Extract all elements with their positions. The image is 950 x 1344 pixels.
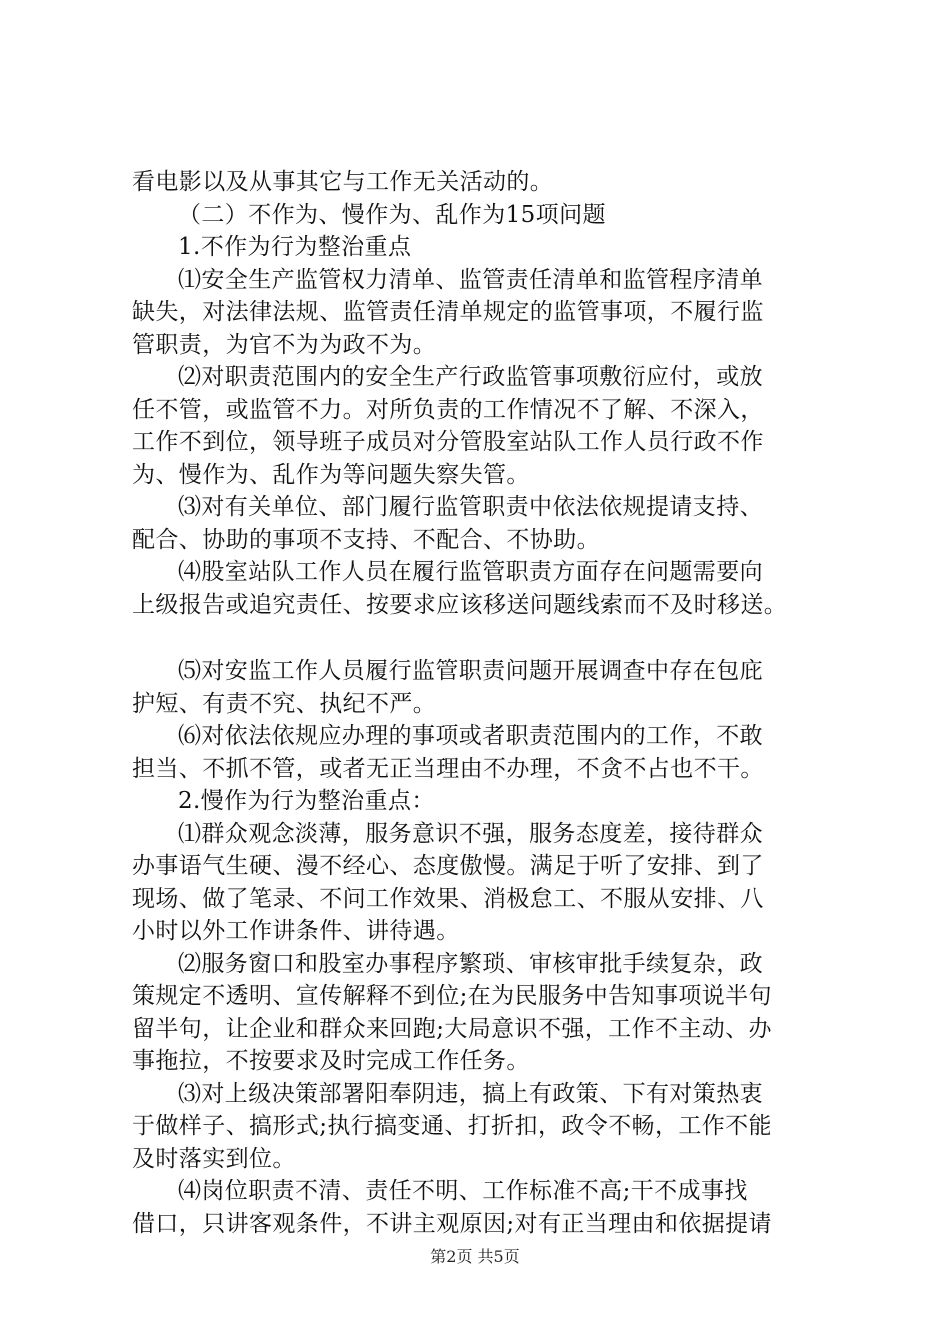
- text-line: （二）不作为、慢作为、乱作为15项问题: [178, 201, 606, 228]
- text-line: ⑵服务窗口和股室办事程序繁琐、审核审批手续复杂，政: [178, 950, 763, 977]
- text-line: 办事语气生硬、漫不经心、态度傲慢。满足于听了安排、到了: [132, 853, 764, 879]
- text-line: ⑶对有关单位、部门履行监管职责中依法依规提请支持、: [178, 494, 763, 520]
- page-footer: 第2页 共5页: [430, 1247, 520, 1266]
- text-line: 于做样子、搞形式;执行搞变通、打折扣，政令不畅，工作不能: [132, 1113, 772, 1139]
- document-body: [132, 166, 852, 1240]
- text-line: 管职责，为官不为为政不为。: [132, 331, 437, 358]
- text-line: 任不管，或监管不力。对所负责的工作情况不了解、不深入，: [132, 396, 764, 423]
- text-line: 2.慢作为行为整治重点：: [178, 788, 435, 814]
- text-line: 留半句，让企业和群众来回跑;大局意识不强，工作不主动、办: [132, 1015, 772, 1042]
- text-line: 借口，只讲客观条件，不讲主观原因;对有正当理由和依据提请: [132, 1210, 772, 1237]
- text-line: 为、慢作为、乱作为等问题失察失管。: [132, 461, 530, 488]
- text-line: ⑷股室站队工作人员在履行监管职责方面存在问题需要向: [178, 559, 763, 585]
- text-line: 策规定不透明、宣传解释不到位;在为民服务中告知事项说半句: [132, 983, 772, 1009]
- text-line: 上级报告或追究责任、按要求应该移送问题线索而不及时移送。: [132, 591, 788, 618]
- text-line: 及时落实到位。: [132, 1145, 296, 1172]
- text-line: 担当、不抓不管，或者无正当理由不办理，不贪不占也不干。: [132, 755, 764, 782]
- text-line: ⑵对职责范围内的安全生产行政监管事项敷衍应付，或放: [178, 364, 763, 390]
- text-line: ⑶对上级决策部署阳奉阴违，搞上有政策、下有对策热衷: [178, 1080, 763, 1107]
- text-line: 现场、做了笔录、不问工作效果、消极怠工、不服从安排、八: [132, 885, 764, 912]
- text-line: ⑹对依法依规应办理的事项或者职责范围内的工作，不敢: [178, 723, 763, 749]
- text-line: 看电影以及从事其它与工作无关活动的。: [132, 169, 554, 195]
- text-line: 护短、有责不究、执纪不严。: [132, 690, 437, 717]
- paragraph-gap: [132, 621, 852, 655]
- text-line: 事拖拉，不按要求及时完成工作任务。: [132, 1048, 530, 1074]
- text-line: 配合、协助的事项不支持、不配合、不协助。: [132, 526, 600, 553]
- text-line: 缺失，对法律法规、监管责任清单规定的监管事项，不履行监: [132, 299, 764, 325]
- text-line: ⑴群众观念淡薄，服务意识不强，服务态度差，接待群众: [178, 820, 763, 847]
- text-line: 1.不作为行为整治重点: [178, 234, 412, 260]
- text-line: 工作不到位，领导班子成员对分管股室站队工作人员行政不作: [132, 429, 764, 455]
- text-line: ⑴安全生产监管权力清单、监管责任清单和监管程序清单: [178, 266, 763, 293]
- text-line: ⑷岗位职责不清、责任不明、工作标准不高;干不成事找: [178, 1178, 748, 1204]
- text-line: ⑸对安监工作人员履行监管职责问题开展调查中存在包庇: [178, 658, 763, 684]
- text-line: 小时以外工作讲条件、讲待遇。: [132, 918, 460, 944]
